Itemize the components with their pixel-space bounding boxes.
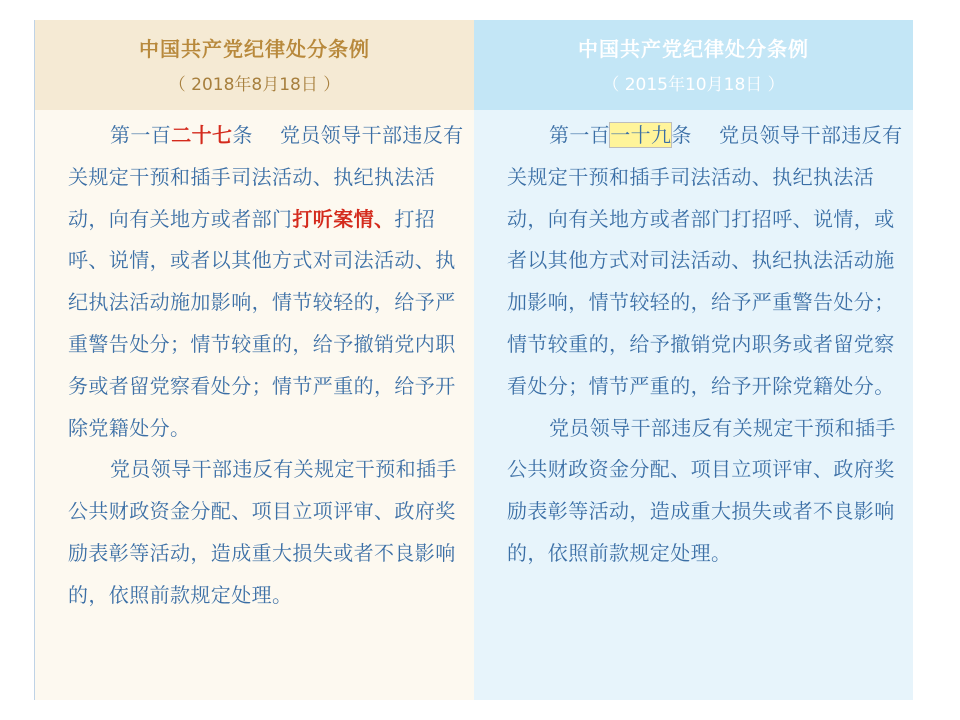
added-phrase: 打听案情、 xyxy=(292,206,395,231)
article-text xyxy=(35,115,468,617)
article-paragraph-2: 党员领导干部违反有关规定干预和插手公共财政资金分配、项目立项评审、政府奖励表彰等活动，造成重大损失或者不良影响的，依照前款规定处理。 xyxy=(507,415,896,565)
panel-header xyxy=(35,20,474,110)
regulation-date: （ 2018年8月18日 ） xyxy=(168,75,341,95)
article-text-part: 条 党员领导干部违反有关规定干预和插手司法活动、执纪执法活动，向有关地方或者部门 xyxy=(68,123,464,231)
panel-header xyxy=(474,20,913,110)
article-number-highlighted: 一十九 xyxy=(610,123,672,147)
article-paragraph-1 xyxy=(507,115,907,408)
panel-2018-version xyxy=(34,20,474,700)
article-paragraph-1 xyxy=(68,115,468,449)
article-text-part: 条 党员领导干部违反有关规定干预和插手司法活动、执纪执法活动，向有关地方或者部门打招呼、说情，或者以其他方式对司法活动、执纪执法活动施加影响，情节较轻的，给予严重警告处分；情节较重的，给予撤销党内职务或者留党察看处分；情节严重的，给予开除党籍处分。 xyxy=(507,123,903,398)
article-text-part: 打招呼、说情，或者以其他方式对司法活动、执纪执法活动施加影响，情节较轻的，给予严重警告处分；情节较重的，给予撤销党内职务或者留党察看处分；情节严重的，给予开除党籍处分。 xyxy=(68,206,456,440)
article-prefix: 第一百 xyxy=(110,123,172,147)
article-paragraph-2: 党员领导干部违反有关规定干预和插手公共财政资金分配、项目立项评审、政府奖励表彰等活动，造成重大损失或者不良影响的，依照前款规定处理。 xyxy=(68,457,457,607)
regulation-title: 中国共产党纪律处分条例 xyxy=(578,37,809,61)
article-number-changed: 二十七 xyxy=(171,123,233,147)
regulation-date: （ 2015年10月18日 ） xyxy=(602,75,785,95)
article-prefix: 第一百 xyxy=(549,123,611,147)
panel-2015-version xyxy=(474,20,913,700)
regulation-title: 中国共产党纪律处分条例 xyxy=(139,37,370,61)
article-text xyxy=(474,115,907,575)
